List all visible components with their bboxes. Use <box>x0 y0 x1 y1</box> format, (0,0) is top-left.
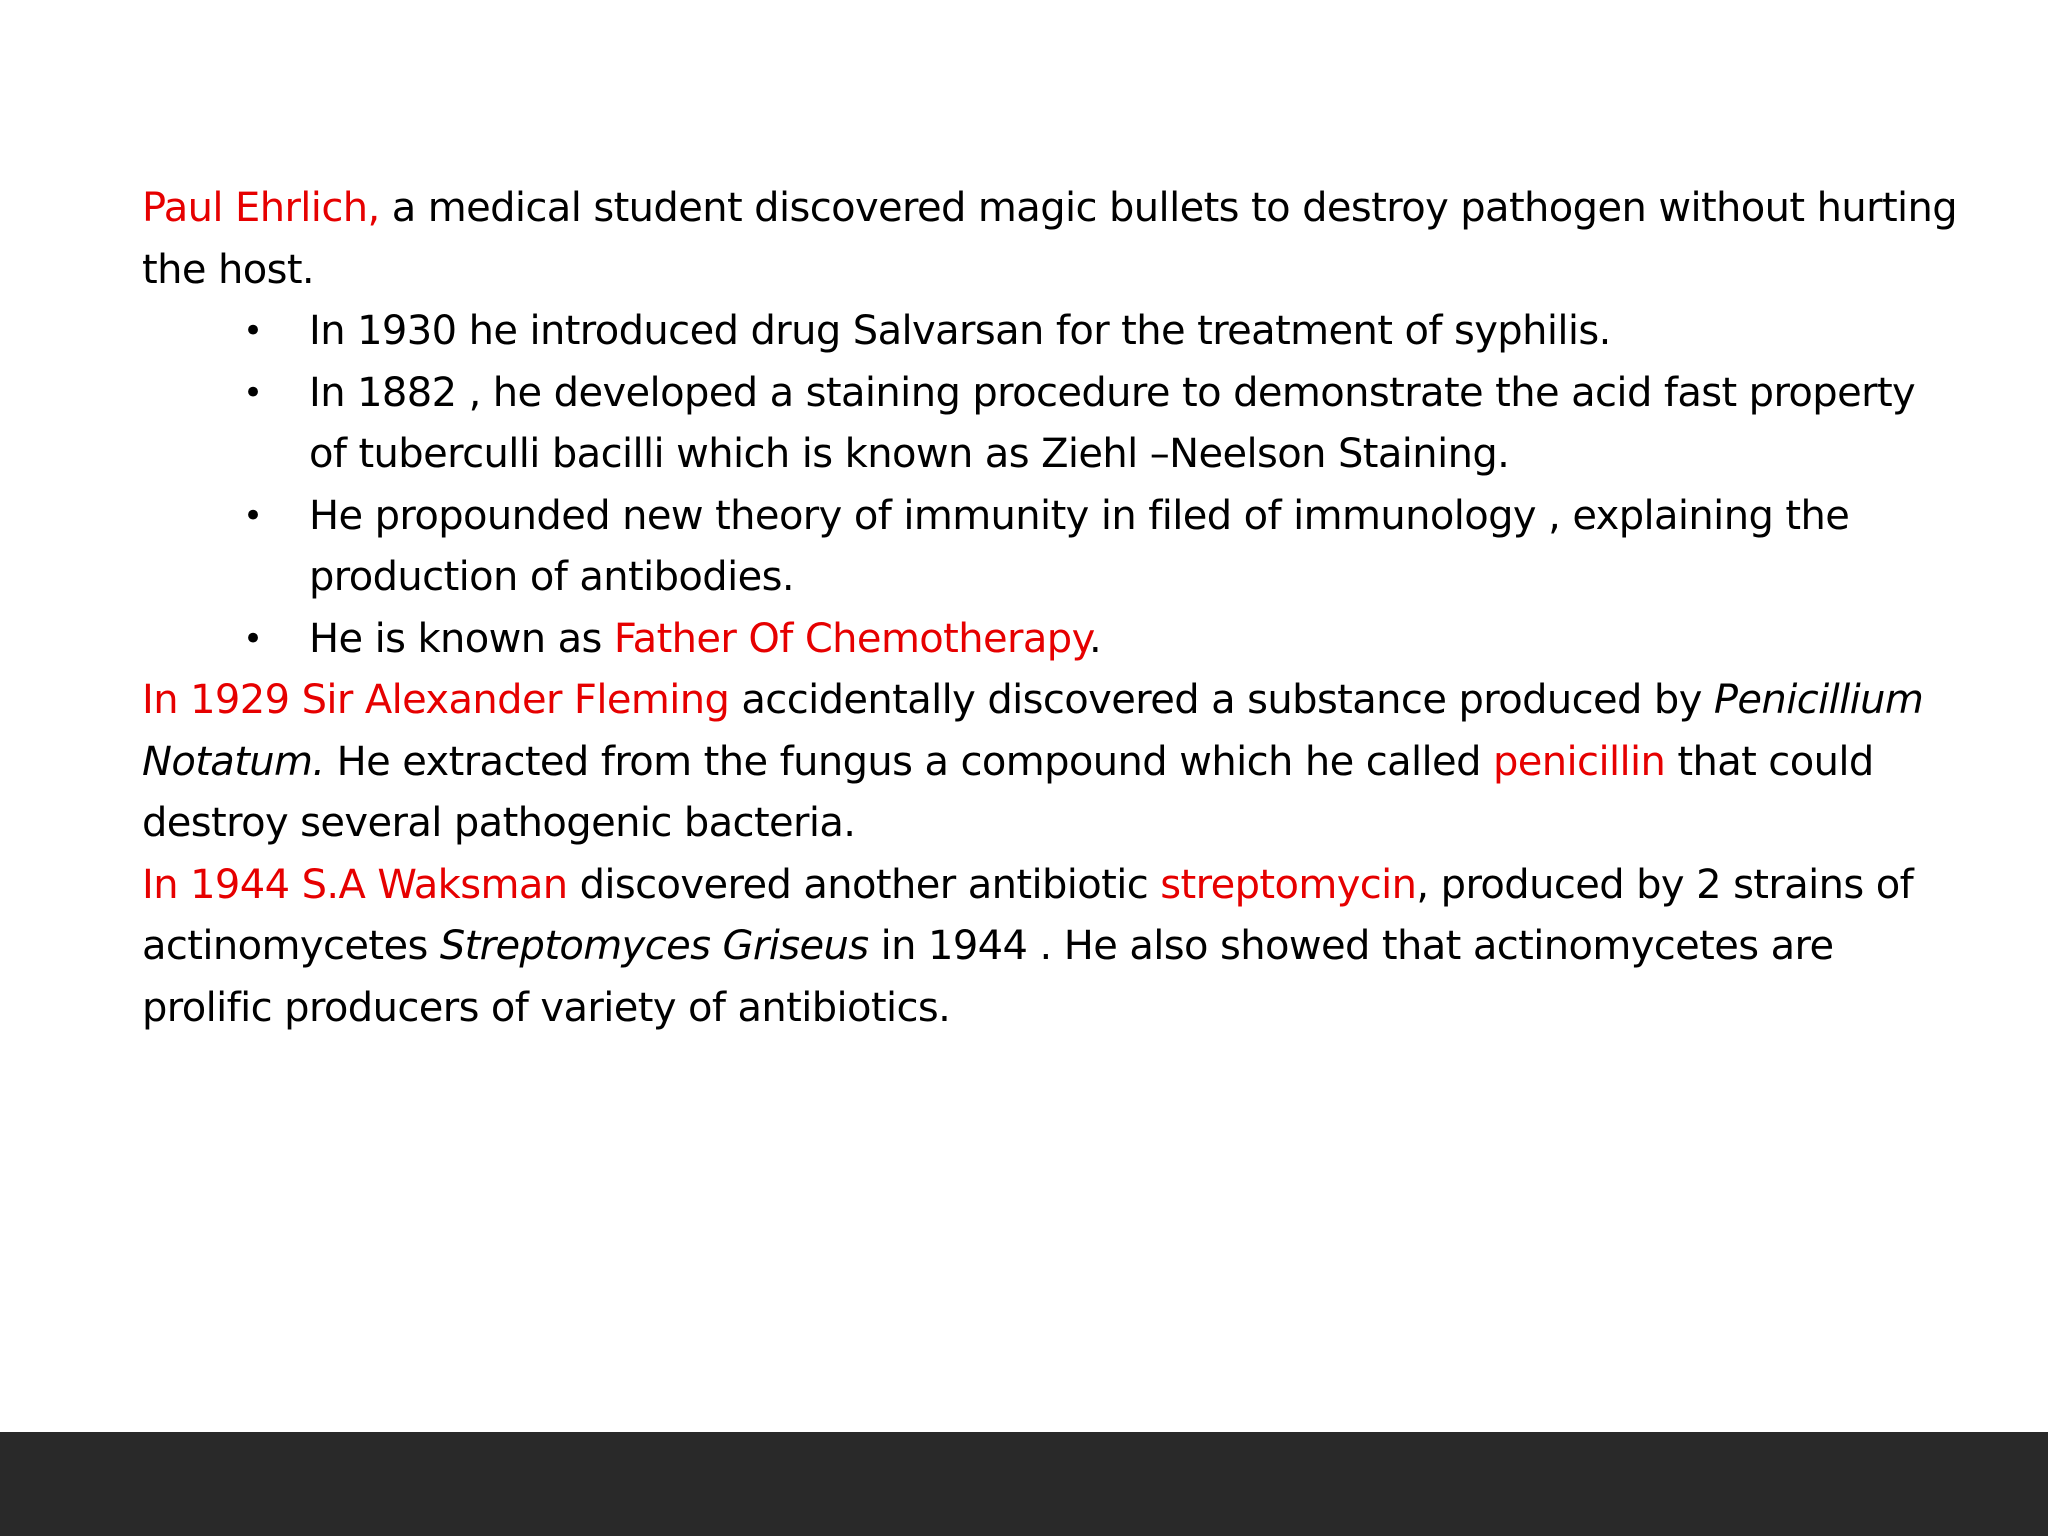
list-item <box>142 486 1962 609</box>
father-of-chemotherapy-highlight: Father Of Chemotherapy <box>613 615 1089 662</box>
fleming-text-1: accidentally discovered a substance produced by <box>729 677 1714 723</box>
bullet-text: In 1882 , he developed a staining procedure to demonstrate the acid fast property of tuberculli bacilli which is known as Ziehl –Neelson Staining. <box>309 369 1916 477</box>
list-item <box>142 363 1962 486</box>
fleming-lead: In 1929 Sir Alexander Fleming <box>142 677 730 723</box>
ehrlich-bullet-list <box>142 301 1962 670</box>
bullet-text-pre: He is known as <box>309 615 614 662</box>
waksman-lead: In 1944 S.A Waksman <box>142 861 568 908</box>
ehrlich-intro-text: a medical student discovered magic bullets to destroy pathogen without hurting the host. <box>142 185 1958 293</box>
footer-bar <box>0 1432 2048 1536</box>
streptomyces-organism: Streptomyces Griseus <box>439 923 869 969</box>
waksman-text-3: in 1944 . He also showed that actinomycetes are prolific producers of variety of antibiotics. <box>142 923 1834 1031</box>
list-item <box>142 609 1962 671</box>
penicillium-organism: Penicillium Notatum. <box>142 677 1924 785</box>
bullet-dot-icon: • <box>243 495 263 536</box>
ehrlich-name: Paul Ehrlich, <box>142 185 380 231</box>
bullet-dot-icon: • <box>243 618 263 659</box>
bullet-dot-icon: • <box>243 372 263 413</box>
list-item <box>142 301 1962 363</box>
waksman-paragraph <box>142 855 1962 1040</box>
bullet-dot-icon: • <box>243 311 263 351</box>
waksman-text-1: discovered another antibiotic <box>567 861 1161 908</box>
bullet-text: In 1930 he introduced drug Salvarsan for the treatment of syphilis. <box>309 308 1611 354</box>
bullet-text-post: . <box>1088 615 1102 662</box>
fleming-text-2: He extracted from the fungus a compound which he called <box>324 738 1493 785</box>
streptomycin-highlight: streptomycin <box>1160 861 1417 908</box>
ehrlich-intro-paragraph <box>142 178 1962 301</box>
waksman-text-2: , produced by 2 strains of actinomycetes <box>142 861 1914 969</box>
fleming-text-3: that could destroy several pathogenic bacteria. <box>142 738 1874 846</box>
fleming-paragraph <box>142 670 1962 855</box>
slide-content <box>142 178 1962 1039</box>
penicillin-highlight: penicillin <box>1492 738 1666 785</box>
bullet-text: He propounded new theory of immunity in filed of immunology , explaining the production of antibodies. <box>309 492 1850 600</box>
